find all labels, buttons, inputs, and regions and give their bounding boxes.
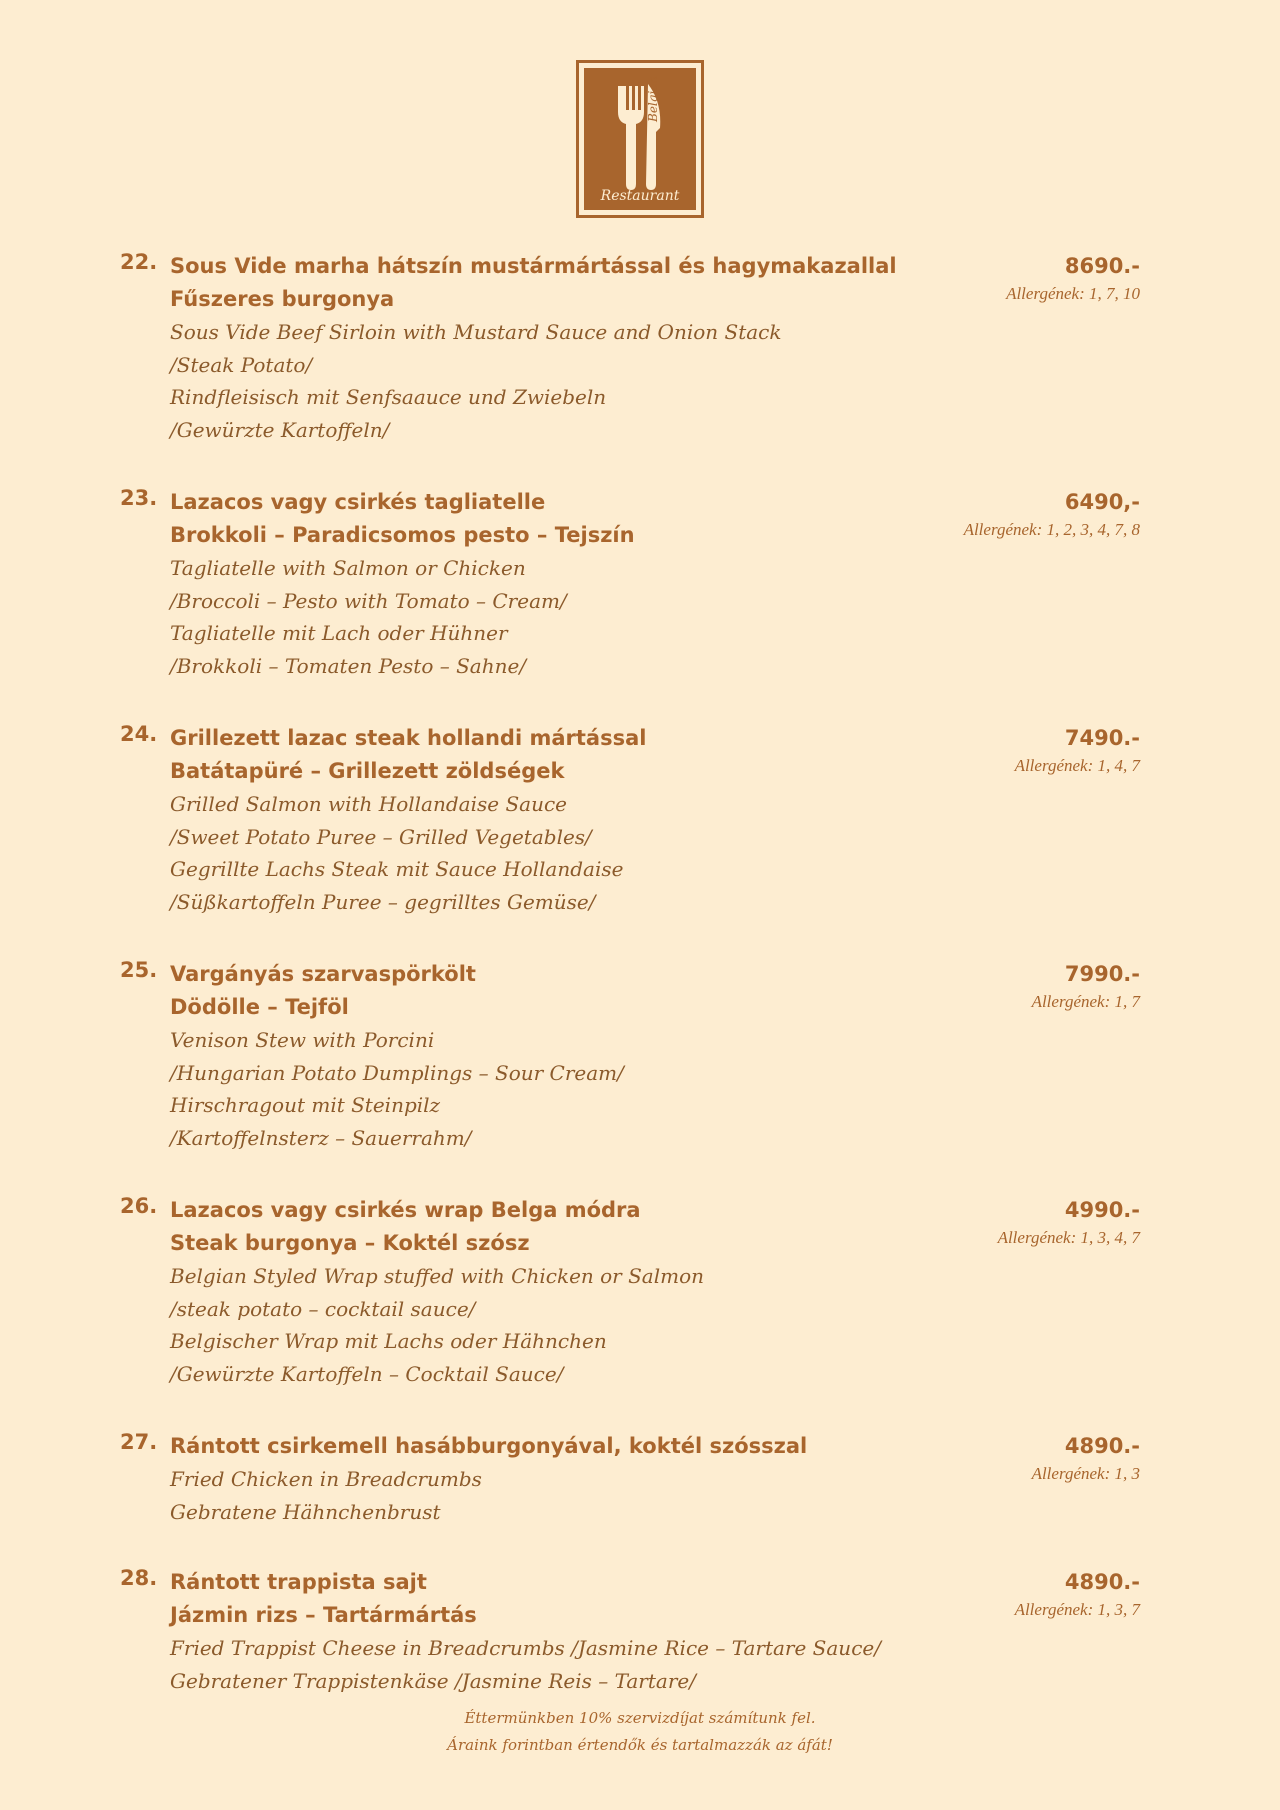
- item-price: 4890.-: [1064, 1434, 1140, 1458]
- item-translation: /Steak Potato/: [170, 352, 313, 377]
- item-title-hu: Sous Vide marha hátszín mustármártással és hagymakazallal: [170, 254, 897, 278]
- item-number: 28.: [120, 1566, 158, 1590]
- item-translation: /Broccoli – Pesto with Tomato – Cream/: [170, 588, 567, 613]
- item-number: 23.: [120, 486, 158, 510]
- item-translation: /Gewürzte Kartoffeln – Cocktail Sauce/: [170, 1361, 564, 1386]
- menu-items: [120, 250, 1140, 1697]
- item-number: 26.: [120, 1194, 158, 1218]
- item-translation: /Süßkartoffeln Puree – gegrilltes Gemüse/: [170, 889, 596, 914]
- item-side-hu: Batátapüré – Grillezett zöldségek: [170, 759, 565, 783]
- item-allergens: Allergének: 1, 2, 3, 4, 7, 8: [963, 520, 1140, 539]
- menu-item: [120, 1566, 1140, 1697]
- item-title-hu: Rántott trappista sajt: [170, 1570, 427, 1594]
- menu-item: [120, 722, 1140, 918]
- footer-service-charge: Éttermünkben 10% szervizdíjat számítunk fel.: [464, 1709, 816, 1727]
- footer-price-info: Áraink forintban értendők és tartalmazzák az áfát!: [447, 1736, 833, 1754]
- item-translation: Gegrillte Lachs Steak mit Sauce Hollandaise: [170, 857, 624, 881]
- item-side-hu: Fűszeres burgonya: [170, 287, 395, 311]
- item-translation: Venison Stew with Porcini: [170, 1028, 435, 1052]
- item-translation: /Brokkoli – Tomaten Pesto – Sahne/: [170, 653, 527, 678]
- item-title-hu: Rántott csirkemell hasábburgonyával, koktél szósszal: [170, 1434, 808, 1458]
- item-side-hu: Brokkoli – Paradicsomos pesto – Tejszín: [170, 523, 635, 547]
- menu-item: [120, 1194, 1140, 1390]
- item-translation: Rindfleisisch mit Senfsaauce und Zwiebeln: [170, 385, 607, 409]
- item-translation: Tagliatelle with Salmon or Chicken: [170, 556, 526, 580]
- menu-item: [120, 1430, 1140, 1528]
- item-number: 24.: [120, 722, 158, 746]
- item-translation: Belgischer Wrap mit Lachs oder Hähnchen: [170, 1329, 607, 1353]
- item-side-hu: Steak burgonya – Koktél szósz: [170, 1231, 530, 1255]
- item-translation: Gebratene Hähnchenbrust: [170, 1499, 441, 1524]
- item-translation: Belgian Styled Wrap stuffed with Chicken or Salmon: [170, 1264, 705, 1288]
- item-translation: Grilled Salmon with Hollandaise Sauce: [170, 792, 567, 816]
- restaurant-logo: [576, 60, 704, 218]
- item-title-hu: Vargányás szarvaspörkölt: [170, 962, 476, 986]
- logo-word-belgian: Belgian: [646, 75, 660, 122]
- item-allergens: Allergének: 1, 7, 10: [1006, 284, 1140, 303]
- item-number: 27.: [120, 1430, 158, 1454]
- item-title-hu: Lazacos vagy csirkés wrap Belga módra: [170, 1198, 641, 1222]
- logo-word-restaurant: Restaurant: [600, 188, 680, 204]
- item-translation: /Gewürzte Kartoffeln/: [170, 417, 390, 442]
- item-price: 8690.-: [1064, 254, 1140, 278]
- item-allergens: Allergének: 1, 7: [1031, 992, 1140, 1011]
- item-translation: Tagliatelle mit Lach oder Hühner: [170, 621, 508, 645]
- item-side-hu: Dödölle – Tejföl: [170, 995, 349, 1019]
- item-translation: /steak potato – cocktail sauce/: [170, 1296, 476, 1321]
- item-translation: Gebratener Trappistenkäse /Jasmine Reis – Tartare/: [170, 1668, 696, 1693]
- item-translation: Fried Trappist Cheese in Breadcrumbs /Jasmine Rice – Tartare Sauce/: [170, 1636, 881, 1660]
- item-allergens: Allergének: 1, 3, 4, 7: [997, 1228, 1140, 1247]
- menu-item: [120, 958, 1140, 1154]
- item-translation: Hirschragout mit Steinpilz: [170, 1093, 441, 1117]
- item-price: 6490,-: [1064, 490, 1140, 514]
- item-allergens: Allergének: 1, 3, 7: [1014, 1600, 1140, 1619]
- item-allergens: Allergének: 1, 4, 7: [1014, 756, 1140, 775]
- logo-panel: [584, 68, 696, 210]
- item-translation: Fried Chicken in Breadcrumbs: [170, 1467, 482, 1491]
- item-translation: /Hungarian Potato Dumplings – Sour Cream/: [170, 1060, 624, 1085]
- item-price: 7490.-: [1064, 726, 1140, 750]
- item-translation: /Sweet Potato Puree – Grilled Vegetables/: [170, 824, 592, 849]
- item-title-hu: Grillezett lazac steak hollandi mártással: [170, 726, 647, 750]
- menu-item: [120, 250, 1140, 446]
- item-number: 22.: [120, 250, 158, 274]
- item-number: 25.: [120, 958, 158, 982]
- item-price: 4990.-: [1064, 1198, 1140, 1222]
- item-title-hu: Lazacos vagy csirkés tagliatelle: [170, 490, 546, 514]
- item-translation: Sous Vide Beef Sirloin with Mustard Sauce and Onion Stack: [170, 320, 782, 344]
- menu-item: [120, 486, 1140, 682]
- footer-note: [0, 1705, 1280, 1759]
- item-price: 4890.-: [1064, 1570, 1140, 1594]
- item-price: 7990.-: [1064, 962, 1140, 986]
- item-side-hu: Jázmin rizs – Tartármártás: [170, 1603, 477, 1627]
- item-translation: /Kartoffelnsterz – Sauerrahm/: [170, 1125, 472, 1150]
- item-allergens: Allergének: 1, 3: [1031, 1464, 1140, 1483]
